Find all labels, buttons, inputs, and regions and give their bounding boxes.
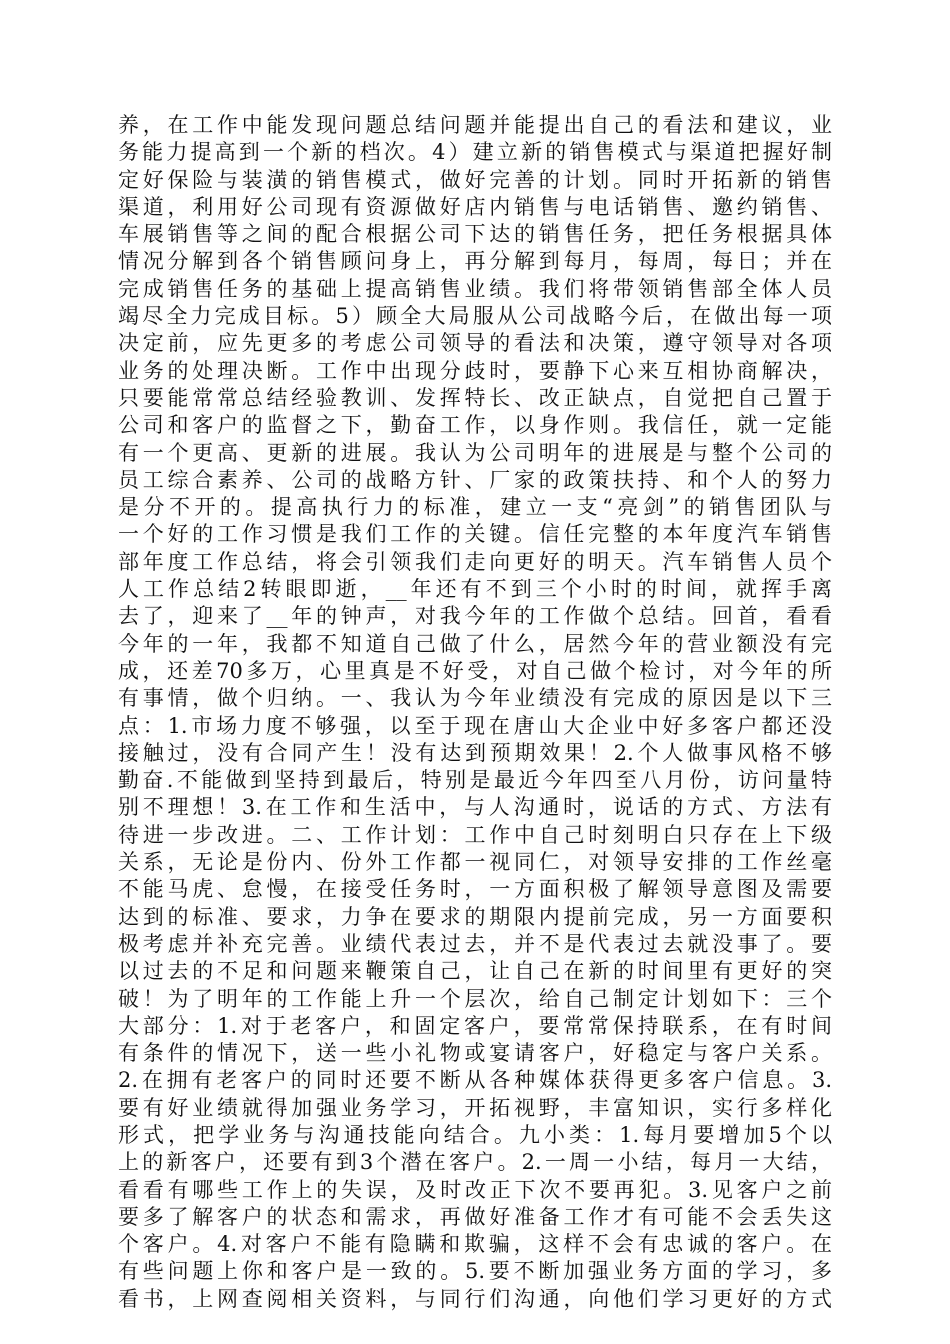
text-line: 上的新客户，还要有到3个潜在客户。2.一周一小结，每月一大结， <box>118 1150 832 1175</box>
text-line: 公司和客户的监督之下，勤奋工作，以身作则。我信任，就一定能 <box>118 413 832 438</box>
text-line: 有些问题上你和客户是一致的。5.要不断加强业务方面的学习，多 <box>118 1259 832 1284</box>
text-line: 接触过，没有合同产生！没有达到预期效果！2.个人做事风格不够 <box>118 740 832 765</box>
text-line: 极考虑并补充完善。业绩代表过去，并不是代表过去就没事了。要 <box>118 931 832 956</box>
text-line: 情况分解到各个销售顾问身上，再分解到每月，每周，每日；并在 <box>118 249 832 274</box>
text-line: 一个好的工作习惯是我们工作的关键。信任完整的本年度汽车销售 <box>118 522 832 547</box>
text-line: 员工综合素养、公司的战略方针、厂家的政策扶持、和个人的努力 <box>118 467 832 492</box>
text-line: 完成销售任务的基础上提高销售业绩。我们将带领销售部全体人员 <box>118 276 832 301</box>
text-line: 个客户。4.对客户不能有隐瞒和欺骗，这样不会有忠诚的客户。在 <box>118 1232 832 1257</box>
text-line: 待进一步改进。二、工作计划：工作中自己时刻明白只存在上下级 <box>118 822 832 847</box>
text-line: 有事情，做个归纳。一、我认为今年业绩没有完成的原因是以下三 <box>118 686 832 711</box>
text-line: 定好保险与装潢的销售模式，做好完善的计划。同时开拓新的销售 <box>118 167 832 192</box>
document-body <box>118 112 832 1313</box>
text-line: 以过去的不足和问题来鞭策自己，让自己在新的时间里有更好的突 <box>118 959 832 984</box>
text-line: 看看有哪些工作上的失误，及时改正下次不要再犯。3.见客户之前 <box>118 1177 832 1202</box>
text-line: 看书，上网查阅相关资料，与同行们沟通，向他们学习更好的方式 <box>118 1286 832 1311</box>
text-line: 去了，迎来了__年的钟声，对我今年的工作做个总结。回首，看看 <box>118 604 832 629</box>
text-line: 有条件的情况下，送一些小礼物或宴请客户，好稳定与客户关系。 <box>118 1041 832 1066</box>
text-line: 人工作总结2转眼即逝，__年还有不到三个小时的时间，就挥手离 <box>118 577 832 602</box>
text-line: 是分不开的。提高执行力的标准，建立一支“亮剑”的销售团队与 <box>118 495 832 520</box>
text-line: 成，还差70多万，心里真是不好受，对自己做个检讨，对今年的所 <box>118 658 832 683</box>
text-line: 形式，把学业务与沟通技能向结合。九小类：1.每月要增加5个以 <box>118 1122 832 1147</box>
text-line: 勤奋.不能做到坚持到最后，特别是最近今年四至八月份，访问量特 <box>118 768 832 793</box>
text-line: 点：1.市场力度不够强，以至于现在唐山大企业中好多客户都还没 <box>118 713 832 738</box>
text-line: 决定前，应先更多的考虑公司领导的看法和决策，遵守领导对各项 <box>118 331 832 356</box>
text-line: 达到的标准、要求，力争在要求的期限内提前完成，另一方面要积 <box>118 904 832 929</box>
text-line: 务能力提高到一个新的档次。4）建立新的销售模式与渠道把握好制 <box>118 140 832 165</box>
text-line: 破！为了明年的工作能上升一个层次，给自己制定计划如下：三个 <box>118 986 832 1011</box>
text-line: 业务的处理决断。工作中出现分歧时，要静下心来互相协商解决， <box>118 358 832 383</box>
text-line: 要多了解客户的状态和需求，再做好准备工作才有可能不会丢失这 <box>118 1204 832 1229</box>
text-line: 只要能常常总结经验教训、发挥特长、改正缺点，自觉把自己置于 <box>118 385 832 410</box>
text-line: 不能马虎、怠慢，在接受任务时，一方面积极了解领导意图及需要 <box>118 877 832 902</box>
text-line: 别不理想！3.在工作和生活中，与人沟通时，说话的方式、方法有 <box>118 795 832 820</box>
text-line: 要有好业绩就得加强业务学习，开拓视野，丰富知识，实行多样化 <box>118 1095 832 1120</box>
text-line: 2.在拥有老客户的同时还要不断从各种媒体获得更多客户信息。3. <box>118 1068 832 1093</box>
text-line: 养，在工作中能发现问题总结问题并能提出自己的看法和建议，业 <box>118 113 832 137</box>
text-line: 关系，无论是份内、份外工作都一视同仁，对领导安排的工作丝毫 <box>118 850 832 875</box>
text-line: 大部分：1.对于老客户，和固定客户，要常常保持联系，在有时间 <box>118 1013 832 1038</box>
text-line: 竭尽全力完成目标。5）顾全大局服从公司战略今后，在做出每一项 <box>118 304 832 329</box>
text-line: 有一个更高、更新的进展。我认为公司明年的进展是与整个公司的 <box>118 440 832 465</box>
text-line: 渠道，利用好公司现有资源做好店内销售与电话销售、邀约销售、 <box>118 194 832 219</box>
text-line: 今年的一年，我都不知道自己做了什么，居然今年的营业额没有完 <box>118 631 832 656</box>
text-line: 车展销售等之间的配合根据公司下达的销售任务，把任务根据具体 <box>118 222 832 247</box>
text-line: 部年度工作总结，将会引领我们走向更好的明天。汽车销售人员个 <box>118 549 832 574</box>
